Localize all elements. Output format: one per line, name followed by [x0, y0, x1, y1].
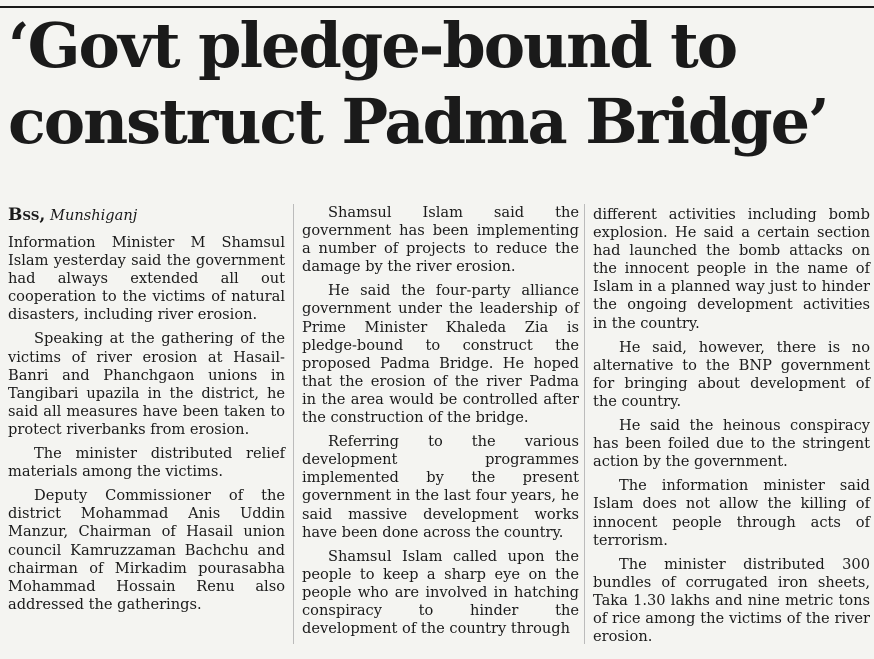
paragraph: Shamsul Islam said the government has been implementing a number of projects to reduce the damage by the river erosion.: [302, 204, 579, 276]
paragraph: The minister distributed 300 bundles of corrugated iron sheets, Taka 1.30 lakhs and nine metric tons of rice among the victims of the river erosion.: [593, 555, 870, 646]
headline: [8, 8, 868, 160]
column-divider: [584, 204, 585, 644]
paragraph: The information minister said Islam does not allow the killing of innocent people through acts of terrorism.: [593, 477, 870, 549]
byline-place: Munshiganj: [50, 207, 138, 224]
article-column-2: [302, 204, 579, 644]
byline: [8, 204, 285, 227]
paragraph: He said, however, there is no alternative to the BNP government for bringing about development of the country.: [593, 338, 870, 410]
column-divider: [293, 204, 294, 644]
paragraph: Shamsul Islam called upon the people to keep a sharp eye on the people who are involved in hatching conspiracy to hinder the development of the country through: [302, 547, 579, 638]
paragraph: Speaking at the gathering of the victims of river erosion at Hasail-Banri and Phanchgaon unions in Tangibari upazila in the district, he said all measures have been taken to protect riverbanks from erosion.: [8, 330, 285, 438]
paragraph: Information Minister M Shamsul Islam yesterday said the government had always extended all out cooperation to the victims of natural disasters, including river erosion.: [8, 234, 285, 324]
article-column-3: [593, 206, 870, 652]
article-column-1: [8, 204, 285, 620]
paragraph: different activities including bomb explosion. He said a certain section had launched the bomb attacks on the innocent people in the name of Islam in a planned way just to hinder the ongoing development activities in the country.: [593, 206, 870, 332]
paragraph: Referring to the various development programmes implemented by the present government in the last four years, he said massive development works have been done across the country.: [302, 433, 579, 541]
headline-line-2: construct Padma Bridge’: [8, 85, 828, 158]
paragraph: He said the four-party alliance government under the leadership of Prime Minister Khaleda Zia is pledge-bound to construct the proposed Padma Bridge. He hoped that the erosion of the river Padma in the area would be controlled after the construction of the bridge.: [302, 282, 579, 427]
byline-agency: Bss,: [8, 205, 46, 225]
paragraph: Deputy Commissioner of the district Mohammad Anis Uddin Manzur, Chairman of Hasail union council Kamruzzaman Bachchu and chairman of Mirkadim pourasabha Mohammad Hossain Renu also addressed the gatherings.: [8, 487, 285, 613]
headline-line-1: ‘Govt pledge-bound to: [8, 9, 737, 82]
paragraph: He said the heinous conspiracy has been foiled due to the stringent action by the government.: [593, 417, 870, 471]
paragraph: The minister distributed relief materials among the victims.: [8, 445, 285, 481]
